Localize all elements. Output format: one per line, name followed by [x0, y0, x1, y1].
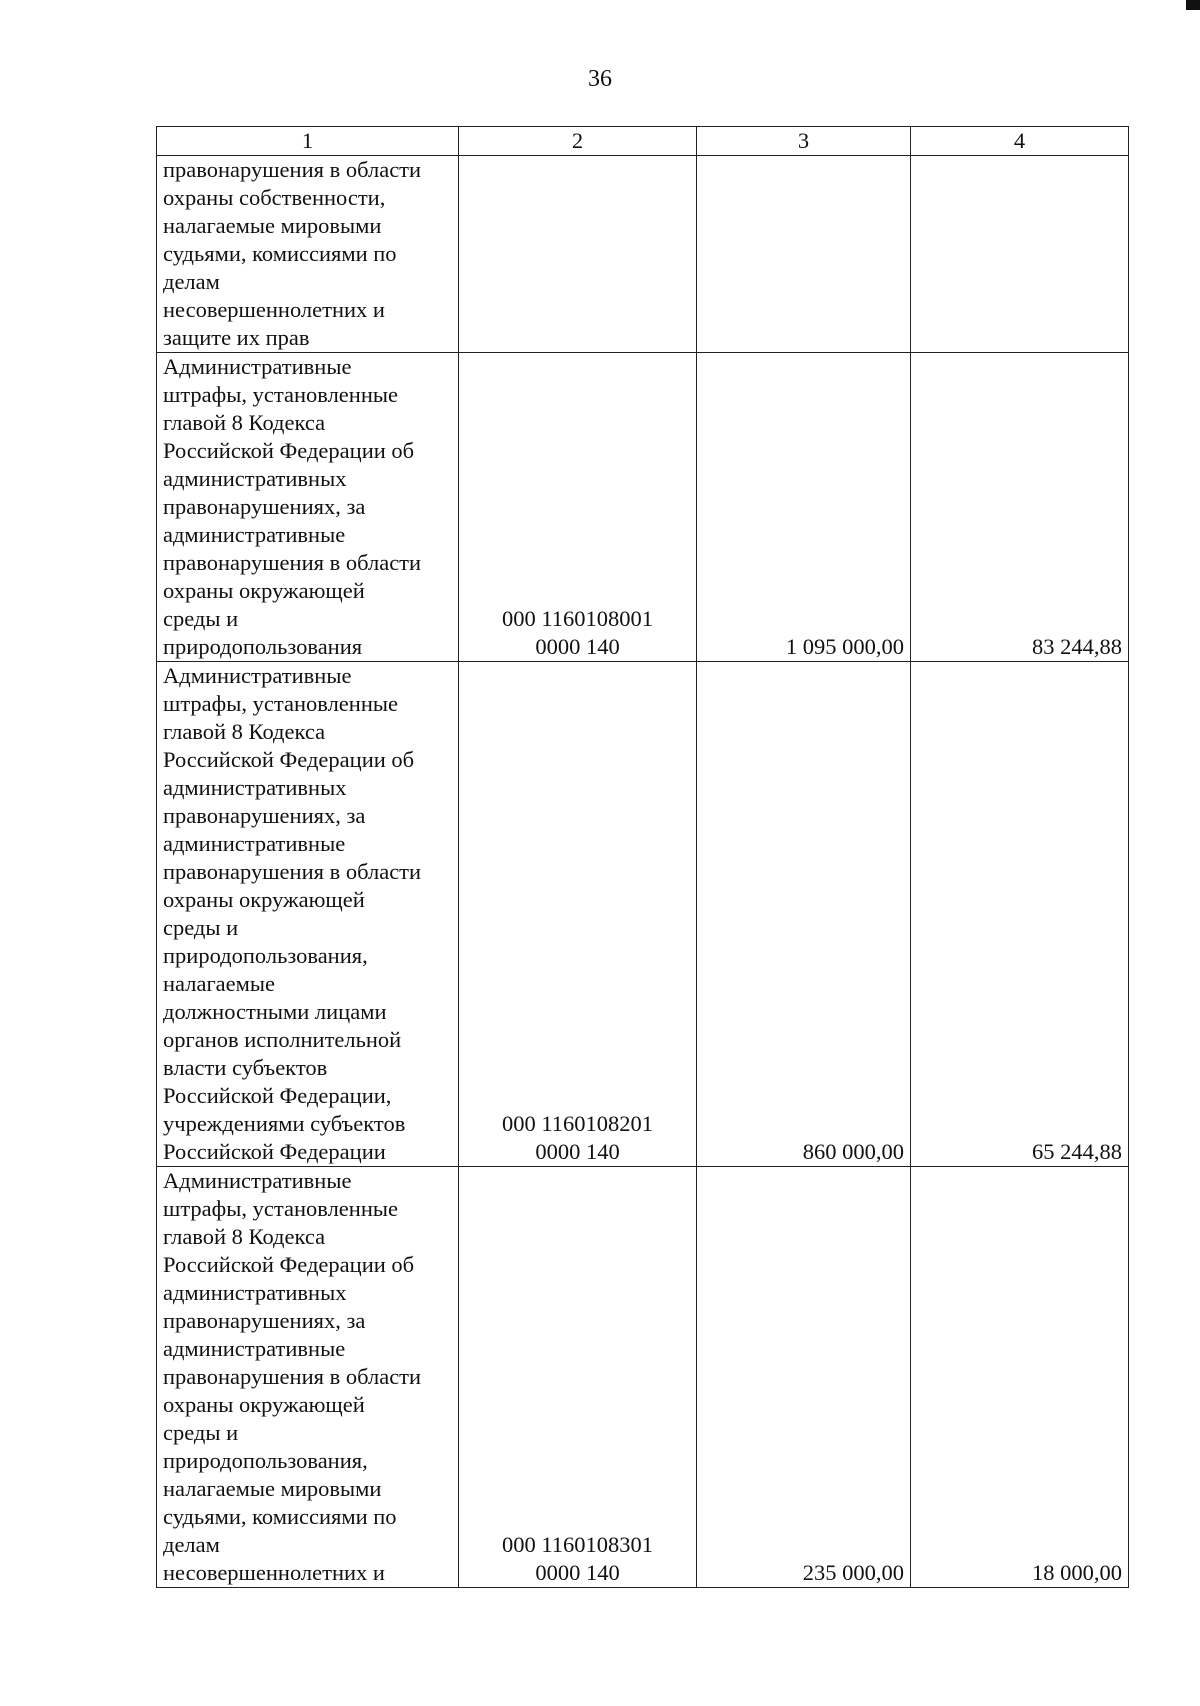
scan-corner-mark — [1186, 0, 1200, 10]
table-row — [157, 662, 1129, 1167]
row-budget-code: 000 1160108001 0000 140 — [459, 353, 697, 662]
row-plan-amount: 1 095 000,00 — [697, 353, 911, 662]
table-header-row — [157, 127, 1129, 156]
column-header-2: 2 — [459, 127, 697, 156]
column-header-3: 3 — [697, 127, 911, 156]
row-budget-code: 000 1160108301 0000 140 — [459, 1167, 697, 1588]
row-description: Административные штрафы, установленные главой 8 Кодекса Российской Федерации об административных правонарушениях, за административные правонарушения в области охраны окружающей среды и природопользования, налагаемые должностными лицами органов исполнительной власти субъектов Российской Федерации, учреждениями субъектов Российской Федерации — [157, 662, 459, 1167]
page-number: 36 — [588, 66, 612, 92]
row-budget-code — [459, 156, 697, 353]
row-plan-amount — [697, 156, 911, 353]
column-header-1: 1 — [157, 127, 459, 156]
row-actual-amount: 83 244,88 — [911, 353, 1129, 662]
row-budget-code: 000 1160108201 0000 140 — [459, 662, 697, 1167]
row-description: Административные штрафы, установленные главой 8 Кодекса Российской Федерации об административных правонарушениях, за административные правонарушения в области охраны окружающей среды и природопользования, налагаемые мировыми судьями, комиссиями по делам несовершеннолетних и — [157, 1167, 459, 1588]
table-row — [157, 1167, 1129, 1588]
row-actual-amount — [911, 156, 1129, 353]
row-plan-amount: 860 000,00 — [697, 662, 911, 1167]
table-row — [157, 353, 1129, 662]
row-description: правонарушения в области охраны собственности, налагаемые мировыми судьями, комиссиями по делам несовершеннолетних и защите их прав — [157, 156, 459, 353]
budget-table — [156, 126, 1129, 1588]
table-row — [157, 156, 1129, 353]
column-header-4: 4 — [911, 127, 1129, 156]
row-description: Административные штрафы, установленные главой 8 Кодекса Российской Федерации об административных правонарушениях, за административные правонарушения в области охраны окружающей среды и природопользования — [157, 353, 459, 662]
row-actual-amount: 18 000,00 — [911, 1167, 1129, 1588]
row-plan-amount: 235 000,00 — [697, 1167, 911, 1588]
row-actual-amount: 65 244,88 — [911, 662, 1129, 1167]
